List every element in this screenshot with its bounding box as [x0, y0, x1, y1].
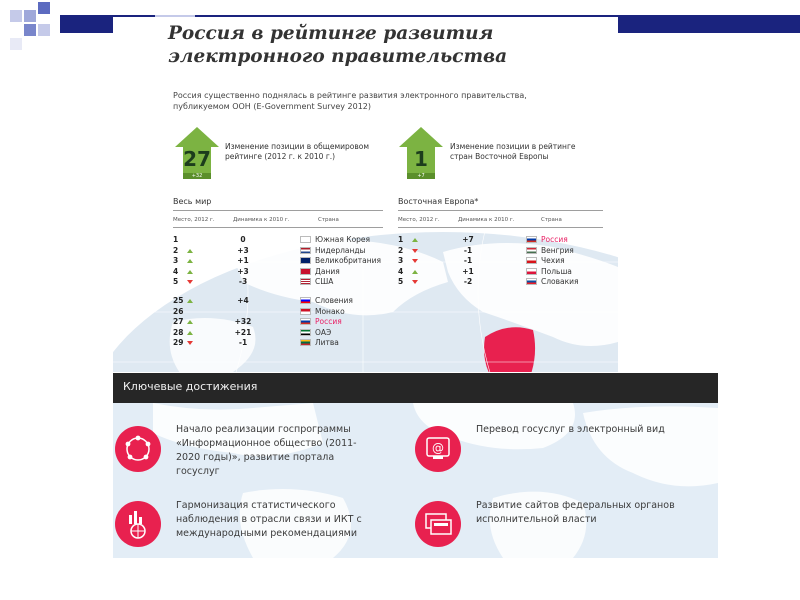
world-header-place: Место, 2012 г. — [173, 217, 215, 223]
europe-rank-delta: +7 — [417, 173, 425, 179]
table-row — [173, 235, 383, 245]
flag-icon — [526, 247, 537, 254]
divider — [398, 227, 603, 228]
dynamics-cell: +21 — [234, 327, 252, 337]
table-row — [398, 256, 608, 266]
table-row — [173, 307, 383, 317]
world-header-country: Страна — [318, 217, 339, 223]
country-cell: Чехия — [541, 256, 565, 266]
at-sign-icon — [415, 426, 461, 472]
rank-cell: 26 — [173, 306, 184, 316]
flag-icon — [300, 318, 311, 325]
dynamics-cell: -3 — [238, 277, 248, 287]
europe-rank-badge — [399, 127, 443, 185]
rank-cell: 2 — [173, 245, 179, 255]
infographic-panel — [113, 17, 618, 372]
country-cell: Монако — [315, 306, 345, 316]
world-rank-delta: +32 — [191, 173, 203, 179]
dynamics-cell: +32 — [234, 317, 252, 327]
flag-icon — [300, 339, 311, 346]
arrow-up-icon — [187, 249, 193, 253]
achievements-title: Ключевые достижения — [123, 380, 258, 393]
arrow-up-icon — [187, 270, 193, 274]
rank-cell: 1 — [173, 235, 179, 244]
deco-square — [24, 10, 36, 22]
arrow-up-icon — [187, 299, 193, 303]
rank-cell: 2 — [398, 245, 404, 255]
europe-header-dynamics: Динамика к 2010 г. — [458, 217, 515, 223]
rank-cell: 3 — [173, 256, 179, 266]
table-row — [173, 277, 383, 287]
statistics-globe-icon — [115, 501, 161, 547]
deco-square — [10, 10, 22, 22]
flag-icon — [526, 268, 537, 275]
svg-text:@: @ — [432, 441, 444, 455]
table-row — [173, 317, 383, 327]
divider — [173, 210, 383, 211]
rank-cell: 5 — [398, 277, 404, 287]
country-cell: США — [315, 277, 334, 287]
country-cell: Литва — [315, 338, 339, 348]
country-cell: Россия — [541, 235, 568, 244]
arrow-down-icon — [412, 280, 418, 284]
flag-icon — [526, 278, 537, 285]
country-cell: Словения — [315, 296, 353, 305]
europe-table-title: Восточная Европа* — [398, 197, 479, 206]
achievement-text-2: Перевод госуслуг в электронный вид — [476, 424, 665, 435]
europe-badge-text: Изменение позиции в рейтинге стран Восточной Европы — [450, 142, 576, 161]
achievements-section — [113, 403, 718, 558]
divider — [398, 210, 603, 211]
rank-cell: 4 — [173, 266, 179, 276]
flag-icon — [300, 329, 311, 336]
table-row — [173, 267, 383, 277]
dynamics-cell: +7 — [462, 235, 474, 244]
dynamics-cell: +1 — [462, 266, 474, 276]
europe-header-country: Страна — [541, 217, 562, 223]
country-cell: Россия — [315, 317, 342, 327]
world-table-title: Весь мир — [173, 197, 212, 206]
deco-square — [10, 38, 22, 50]
dynamics-cell: +3 — [237, 266, 249, 276]
deco-square — [38, 2, 50, 14]
table-row — [173, 338, 383, 348]
flag-icon — [300, 247, 311, 254]
websites-icon — [415, 501, 461, 547]
arrow-down-icon — [187, 341, 193, 345]
arrow-up-icon — [187, 331, 193, 335]
country-cell: Великобритания — [315, 256, 382, 266]
flag-icon — [300, 308, 311, 315]
flag-icon — [526, 257, 537, 264]
arrow-up-icon — [412, 238, 418, 242]
table-row — [398, 246, 608, 256]
achievements-header — [113, 373, 718, 403]
rank-cell: 25 — [173, 296, 184, 305]
country-cell: Нидерланды — [315, 245, 366, 255]
flag-icon — [300, 268, 311, 275]
achievement-text-1: Начало реализации госпрограммы «Информационное общество (2011-2020 годы)», развитие портала госуслуг — [176, 424, 357, 477]
world-rank-value: 27 — [183, 147, 211, 171]
deco-square — [38, 24, 50, 36]
rank-cell: 3 — [398, 256, 404, 266]
table-row — [398, 267, 608, 277]
dynamics-cell: +1 — [237, 256, 249, 266]
flag-icon — [526, 236, 537, 243]
flag-icon — [300, 278, 311, 285]
rank-cell: 27 — [173, 317, 184, 327]
table-row — [398, 235, 608, 245]
flag-icon — [300, 257, 311, 264]
world-badge-text: Изменение позиции в общемировом рейтинге (2012 г. к 2010 г.) — [225, 142, 370, 161]
table-row — [173, 296, 383, 306]
dynamics-cell: -1 — [463, 256, 473, 266]
table-row — [173, 328, 383, 338]
flag-icon — [300, 236, 311, 243]
flag-icon — [300, 297, 311, 304]
rank-cell: 4 — [398, 266, 404, 276]
country-cell: Дания — [315, 266, 340, 276]
table-row — [173, 246, 383, 256]
rank-cell: 1 — [398, 235, 404, 244]
country-cell: Словакия — [541, 277, 579, 287]
divider — [173, 227, 383, 228]
arrow-down-icon — [187, 280, 193, 284]
achievement-text-4: Развитие сайтов федеральных органов исполнительной власти — [476, 500, 675, 525]
arrow-down-icon — [412, 249, 418, 253]
arrow-up-icon — [187, 320, 193, 324]
dynamics-cell: 0 — [240, 235, 246, 244]
country-cell: Венгрия — [541, 245, 574, 255]
achievement-text-3: Гармонизация статистического наблюдения в отрасли связи и ИКТ с международными рекомендациями — [176, 500, 362, 539]
rank-cell: 28 — [173, 327, 184, 337]
dynamics-cell: -1 — [463, 245, 473, 255]
europe-rank-value: 1 — [414, 147, 428, 171]
dynamics-cell: +4 — [237, 296, 249, 305]
dynamics-cell: +3 — [237, 245, 249, 255]
country-cell: Южная Корея — [315, 235, 371, 244]
arrow-up-icon — [412, 270, 418, 274]
rank-cell: 5 — [173, 277, 179, 287]
world-rank-badge — [175, 127, 219, 185]
table-row — [173, 256, 383, 266]
network-icon — [115, 426, 161, 472]
europe-header-place: Место, 2012 г. — [398, 217, 440, 223]
deco-square — [24, 24, 36, 36]
country-cell: ОАЭ — [315, 327, 332, 337]
dynamics-cell: -2 — [463, 277, 473, 287]
rank-cell: 29 — [173, 338, 184, 348]
dynamics-cell: -1 — [238, 338, 248, 348]
world-header-dynamics: Динамика к 2010 г. — [233, 217, 290, 223]
table-row — [398, 277, 608, 287]
arrow-down-icon — [412, 259, 418, 263]
intro-text: Россия существенно поднялась в рейтинге развития электронного правительства, публикуемом ООН (E-Government Survey 2012) — [173, 91, 527, 111]
country-cell: Польша — [541, 266, 572, 276]
infographic-title: Россия в рейтинге развития электронного правительства — [168, 23, 508, 67]
arrow-up-icon — [187, 259, 193, 263]
